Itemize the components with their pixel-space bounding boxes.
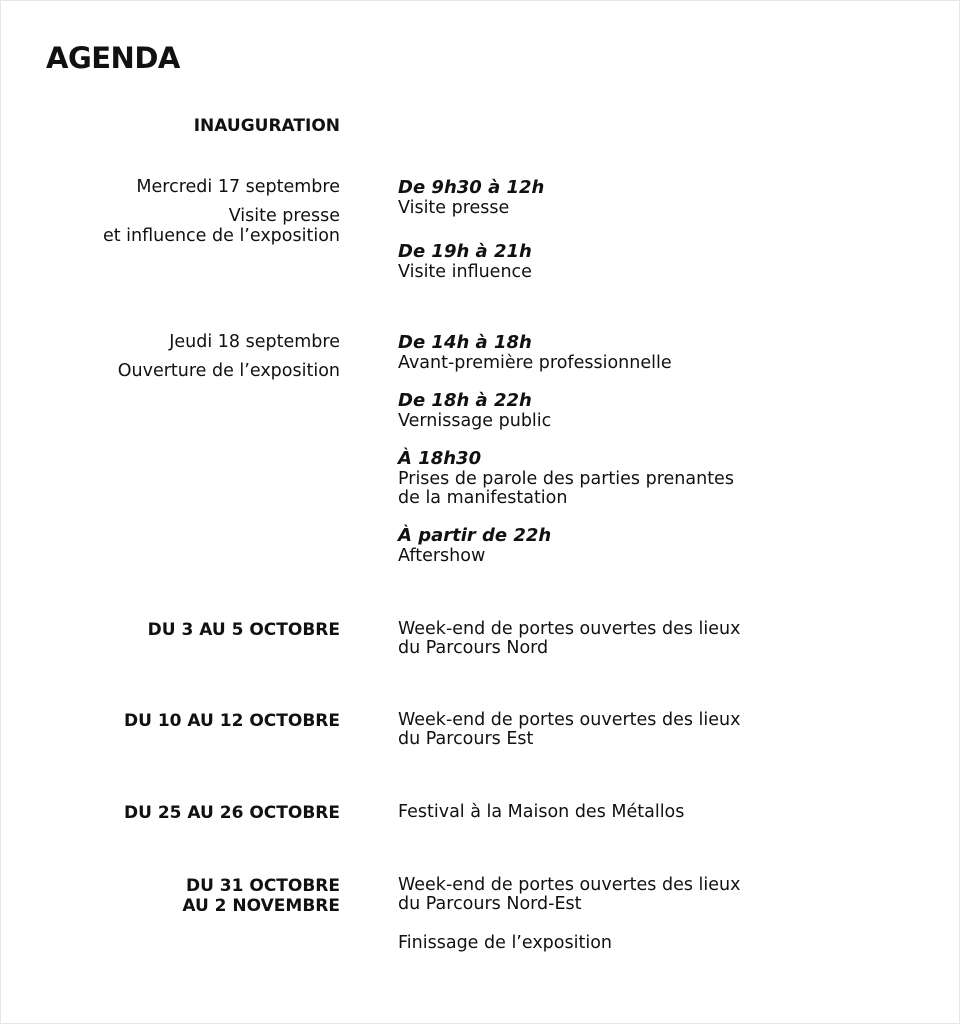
event-item bbox=[398, 332, 838, 373]
event-item bbox=[398, 177, 838, 218]
period-description: Week-end de portes ouvertes des lieux du Parcours Nord-Est bbox=[398, 875, 741, 914]
day-events bbox=[398, 332, 838, 566]
period-date: DU 31 OCTOBRE AU 2 NOVEMBRE bbox=[182, 876, 340, 916]
event-item bbox=[398, 448, 838, 508]
event-time: De 14h à 18h bbox=[398, 332, 532, 353]
page-title: AGENDA bbox=[46, 41, 180, 75]
period-description: Week-end de portes ouvertes des lieux du Parcours Est bbox=[398, 710, 741, 749]
period-date: DU 25 AU 26 OCTOBRE bbox=[124, 803, 340, 823]
event-description: Prises de parole des parties prenantes de la manifestation bbox=[398, 469, 734, 508]
event-item bbox=[398, 241, 838, 282]
period-date: DU 10 AU 12 OCTOBRE bbox=[124, 711, 340, 731]
day-date: Jeudi 18 septembre bbox=[169, 332, 340, 352]
event-time: De 19h à 21h bbox=[398, 241, 532, 262]
day-date: Mercredi 17 septembre bbox=[136, 177, 340, 197]
event-item bbox=[398, 934, 838, 953]
period-date: DU 3 AU 5 OCTOBRE bbox=[147, 620, 340, 640]
event-description: Aftershow bbox=[398, 546, 486, 566]
event-description: Visite presse bbox=[398, 198, 510, 218]
event-description: Vernissage public bbox=[398, 411, 552, 431]
day-subtitle: Ouverture de l’exposition bbox=[117, 361, 340, 381]
event-item bbox=[398, 525, 838, 566]
day-info bbox=[0, 332, 340, 381]
event-item bbox=[398, 876, 838, 914]
day-info bbox=[0, 177, 340, 246]
event-time: À 18h30 bbox=[398, 448, 482, 469]
event-description: Avant-première professionnelle bbox=[398, 353, 672, 373]
period-events bbox=[398, 876, 838, 953]
period-description: Festival à la Maison des Métallos bbox=[398, 802, 685, 822]
period-extra: Finissage de l’exposition bbox=[398, 933, 612, 953]
event-time: De 9h30 à 12h bbox=[398, 177, 545, 198]
inauguration-label: INAUGURATION bbox=[193, 116, 340, 136]
event-item bbox=[398, 390, 838, 431]
event-time: De 18h à 22h bbox=[398, 390, 532, 411]
event-time: À partir de 22h bbox=[398, 525, 552, 546]
period-description: Week-end de portes ouvertes des lieux du Parcours Nord bbox=[398, 619, 741, 658]
event-description: Visite influence bbox=[398, 262, 532, 282]
day-events bbox=[398, 177, 838, 282]
day-subtitle: Visite presse et influence de l’exposition bbox=[102, 206, 340, 246]
